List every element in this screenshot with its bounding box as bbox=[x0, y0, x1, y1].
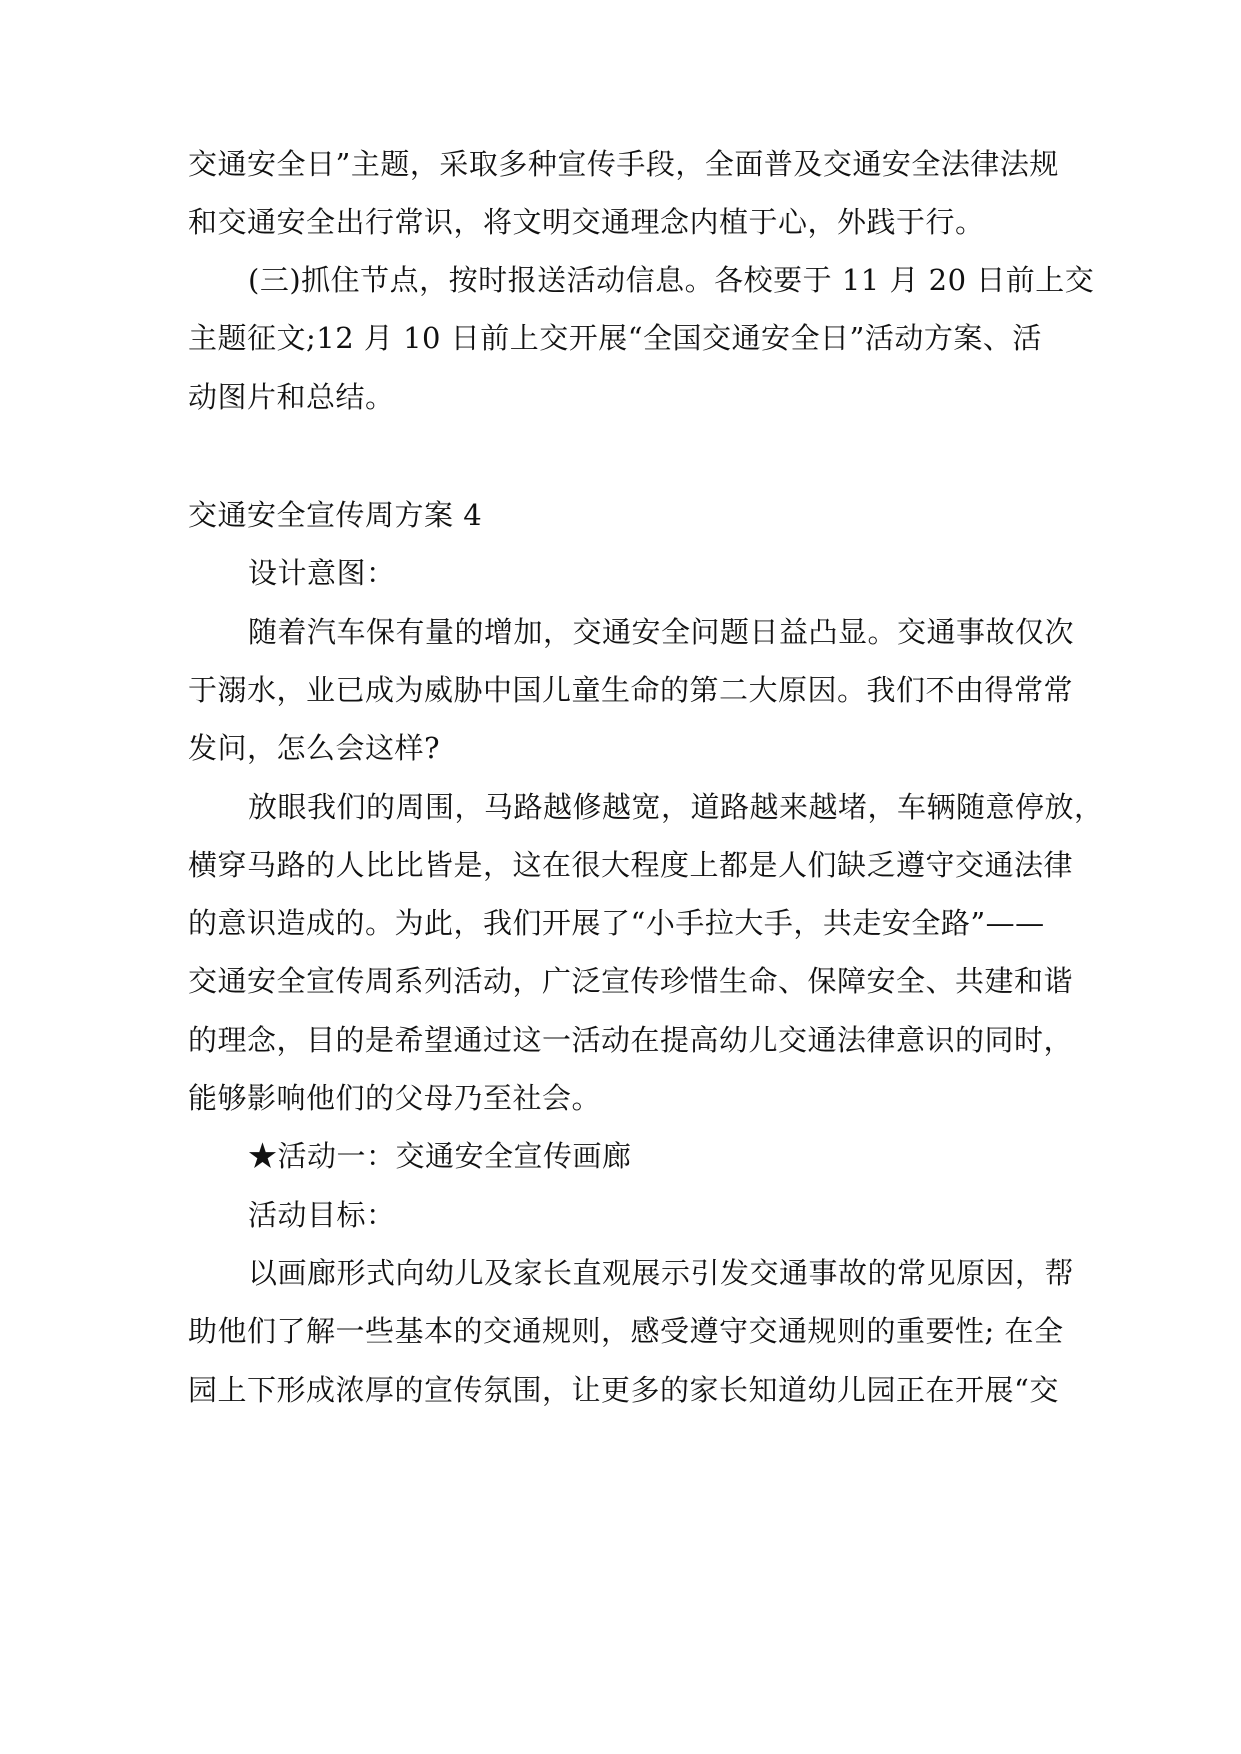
text-line: 于溺水，业已成为威胁中国儿童生命的第二大原因。我们不由得常常 bbox=[188, 673, 1074, 707]
text-line: 交通安全宣传周系列活动，广泛宣传珍惜生命、保障安全、共建和谐 bbox=[188, 964, 1074, 998]
subheading-design-intent: 设计意图： bbox=[248, 556, 396, 590]
activity-heading: ★活动一：交通安全宣传画廊 bbox=[248, 1139, 632, 1173]
text-line: 交通安全日”主题，采取多种宣传手段，全面普及交通安全法律法规 bbox=[188, 147, 1059, 181]
text-line: 发问，怎么会这样? bbox=[188, 731, 441, 765]
paragraph-start-line: 随着汽车保有量的增加，交通安全问题日益凸显。交通事故仅次 bbox=[248, 615, 1075, 649]
text-line: 助他们了解一些基本的交通规则，感受遵守交通规则的重要性; 在全 bbox=[188, 1314, 1064, 1348]
text-line: 的理念，目的是希望通过这一活动在提高幼儿交通法律意识的同时， bbox=[188, 1023, 1074, 1057]
subheading-activity-goal: 活动目标： bbox=[248, 1198, 396, 1232]
section-heading: 交通安全宣传周方案 4 bbox=[188, 498, 483, 532]
text-line: 动图片和总结。 bbox=[188, 380, 395, 414]
text-line: 和交通安全出行常识，将文明交通理念内植于心，外践于行。 bbox=[188, 205, 985, 239]
paragraph-start-line: 以画廊形式向幼儿及家长直观展示引发交通事故的常见原因，帮 bbox=[248, 1256, 1075, 1290]
text-line: 的意识造成的。为此，我们开展了“小手拉大手，共走安全路”—— bbox=[188, 906, 1045, 940]
paragraph-start-line: 放眼我们的周围，马路越修越宽，道路越来越堵，车辆随意停放， bbox=[248, 790, 1104, 824]
paragraph-start-line: (三)抓住节点，按时报送活动信息。各校要于 11 月 20 日前上交 bbox=[248, 263, 1095, 297]
text-line: 横穿马路的人比比皆是，这在很大程度上都是人们缺乏遵守交通法律 bbox=[188, 848, 1074, 882]
text-line: 能够影响他们的父母乃至社会。 bbox=[188, 1081, 602, 1115]
text-line: 主题征文;12 月 10 日前上交开展“全国交通安全日”活动方案、活 bbox=[188, 321, 1042, 355]
text-line: 园上下形成浓厚的宣传氛围，让更多的家长知道幼儿园正在开展“交 bbox=[188, 1373, 1059, 1407]
